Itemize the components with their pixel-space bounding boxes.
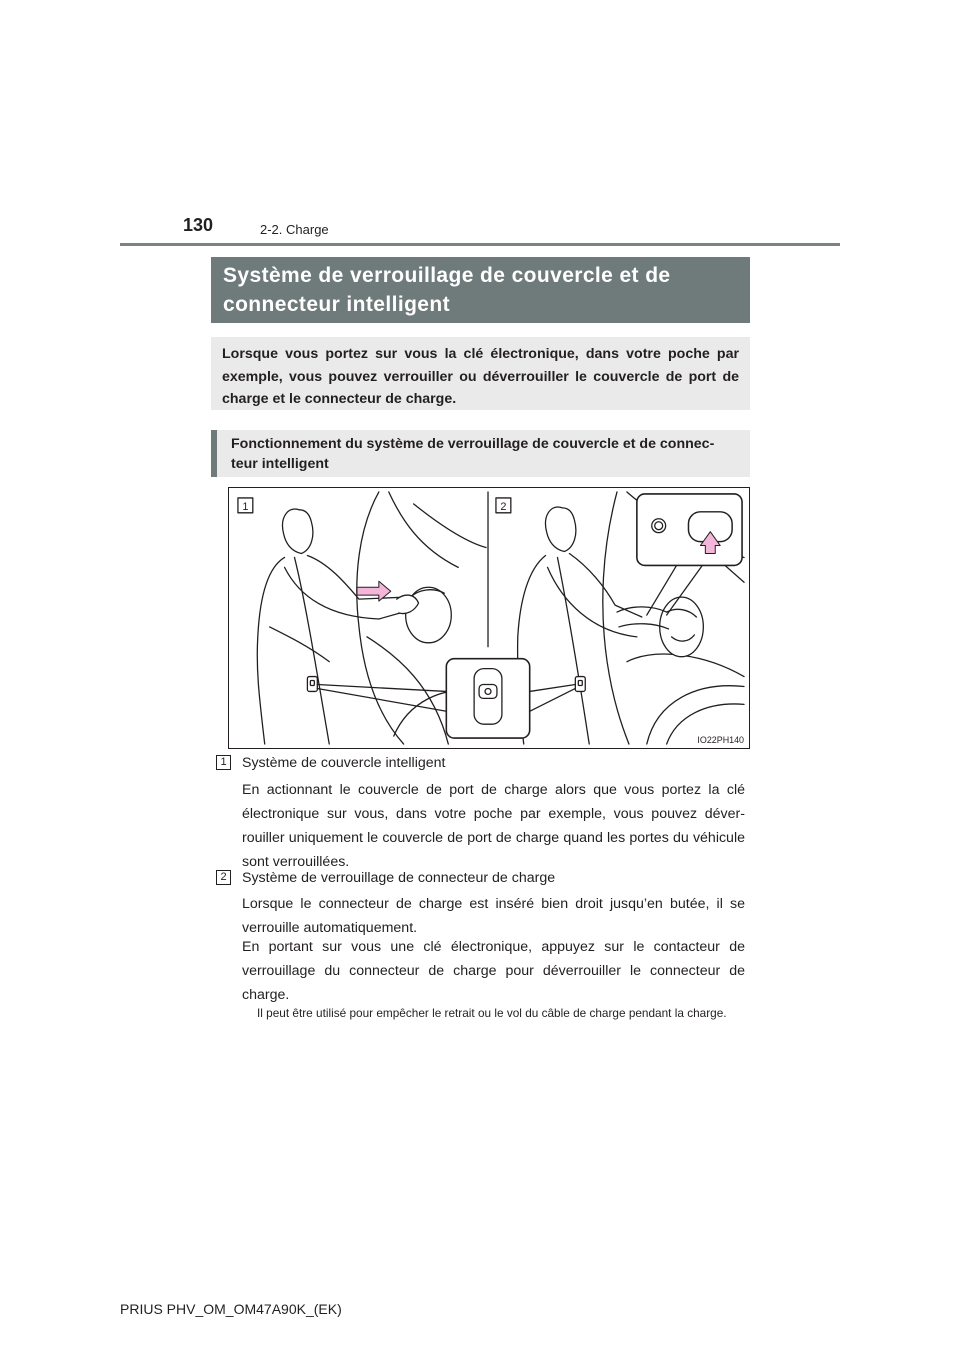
- subheading: Fonctionnement du système de verrouillage de couvercle et de connec- teur intelligent: [211, 430, 750, 477]
- header-rule: [120, 243, 840, 246]
- item-body-1: En actionnant le couvercle de port de charge alors que vous portez la clé électronique sur vous, dans votre poche par exemple, vous pouvez déver- rouiller uniquement le couvercle de port de charge quand les portes du véhicule sont verrouillées.: [242, 782, 745, 870]
- intro-box: Lorsque vous portez sur vous la clé électronique, dans votre poche par exemple, vous pouvez verrouiller ou déverrouiller le couvercle de port de charge et le connecteur de charge.: [211, 337, 750, 410]
- page-title: Système de verrouillage de couvercle et de connecteur intelligent: [211, 257, 750, 323]
- item-body-2b: En portant sur vous une clé électronique, appuyez sur le contacteur de verrouillage du connecteur de charge pour déverrouiller le connecteur de charge.: [242, 939, 745, 1003]
- panel-label-1: 1: [242, 500, 249, 513]
- item-title-1: Système de couvercle intelligent: [242, 755, 446, 771]
- illustration-code: IO22PH140: [697, 735, 745, 746]
- page-number: 130: [183, 215, 214, 235]
- item-number-2: 2: [216, 870, 231, 885]
- item-title-2: Système de verrouillage de connecteur de charge: [242, 870, 556, 886]
- illustration: [228, 487, 750, 749]
- section-label: 2-2. Charge: [260, 222, 329, 237]
- item-number-1: 1: [216, 755, 231, 770]
- footer-doc-code: PRIUS PHV_OM_OM47A90K_(EK): [120, 1301, 342, 1317]
- item-note-2: Il peut être utilisé pour empêcher le retrait ou le vol du câble de charge pendant la charge.: [257, 1006, 727, 1020]
- panel-label-2: 2: [500, 500, 507, 513]
- item-body-2a: Lorsque le connecteur de charge est inséré bien droit jusqu’en butée, il se verrouille automatiquement.: [242, 896, 745, 936]
